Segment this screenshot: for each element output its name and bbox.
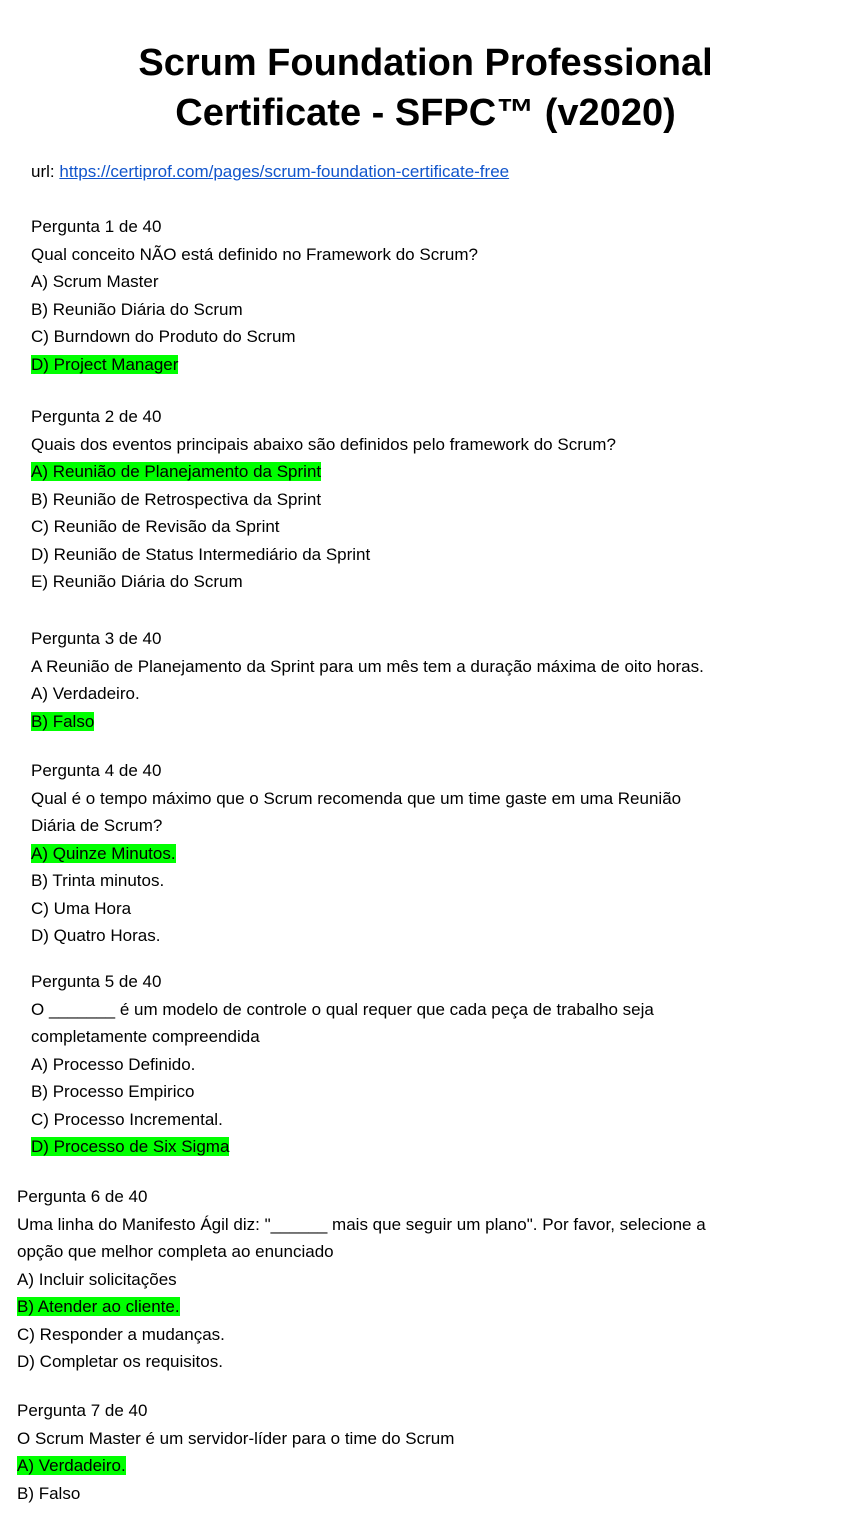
answer-option: A) Processo Definido.: [31, 1054, 196, 1074]
correct-answer-option: B) Falso: [31, 711, 95, 731]
question-text: A Reunião de Planejamento da Sprint para um mês tem a duração máxima de oito horas.: [31, 656, 704, 676]
question-3: [31, 625, 851, 735]
question-text: Uma linha do Manifesto Ágil diz: "______ mais que seguir um plano". Por favor, selecione a: [17, 1214, 706, 1234]
correct-answer-option: A) Verdadeiro.: [17, 1456, 126, 1475]
answer-option: B) Processo Empirico: [31, 1082, 195, 1101]
question-4: [31, 757, 851, 950]
question-7: [17, 1397, 837, 1507]
answer-option: B) Reunião Diária do Scrum: [31, 299, 243, 319]
question-text: Qual conceito NÃO está definido no Framework do Scrum?: [31, 244, 478, 264]
answer-option: C) Burndown do Produto do Scrum: [31, 327, 296, 346]
answer-option: B) Reunião de Retrospectiva da Sprint: [31, 489, 322, 509]
question-header: Pergunta 5 de 40: [31, 972, 162, 991]
title-line-2: Certificate - SFPC™ (v2020): [175, 92, 676, 134]
question-text-continued: completamente compreendida: [31, 1027, 260, 1046]
question-header: Pergunta 2 de 40: [31, 407, 162, 426]
url-line: [31, 160, 509, 184]
question-1: [31, 213, 851, 378]
url-label: url:: [31, 162, 55, 181]
answer-option: D) Quatro Horas.: [31, 926, 161, 945]
question-text-continued: opção que melhor completa ao enunciado: [17, 1242, 334, 1261]
correct-answer-option: D) Project Manager: [31, 354, 179, 374]
answer-option: D) Reunião de Status Intermediário da Sprint: [31, 544, 371, 564]
question-6: [17, 1183, 837, 1376]
answer-option: A) Verdadeiro.: [31, 684, 140, 703]
correct-answer-option: A) Reunião de Planejamento da Sprint: [31, 462, 322, 481]
question-header: Pergunta 6 de 40: [17, 1187, 148, 1206]
question-text-continued: Diária de Scrum?: [31, 816, 163, 835]
correct-answer-option: D) Processo de Six Sigma: [31, 1137, 230, 1156]
correct-answer-option: B) Atender ao cliente.: [17, 1297, 180, 1316]
answer-option: D) Completar os requisitos.: [17, 1352, 223, 1371]
answer-option: B) Falso: [17, 1483, 81, 1503]
title-line-1: Scrum Foundation Professional: [138, 42, 713, 84]
url-link[interactable]: https://certiprof.com/pages/scrum-foundation-certificate-free: [59, 162, 510, 181]
question-2: [31, 403, 851, 596]
answer-option: C) Responder a mudanças.: [17, 1324, 225, 1344]
question-text: O _______ é um modelo de controle o qual requer que cada peça de trabalho seja: [31, 999, 654, 1019]
question-header: Pergunta 1 de 40: [31, 217, 162, 236]
answer-option: A) Scrum Master: [31, 272, 159, 291]
question-header: Pergunta 4 de 40: [31, 761, 162, 780]
question-text: Qual é o tempo máximo que o Scrum recomenda que um time gaste em uma Reunião: [31, 788, 682, 808]
question-header: Pergunta 7 de 40: [17, 1401, 148, 1420]
answer-option: B) Trinta minutos.: [31, 871, 165, 890]
answer-option: C) Uma Hora: [31, 898, 132, 918]
question-text: O Scrum Master é um servidor-líder para o time do Scrum: [17, 1428, 455, 1448]
question-header: Pergunta 3 de 40: [31, 629, 162, 648]
answer-option: C) Processo Incremental.: [31, 1109, 223, 1129]
question-text: Quais dos eventos principais abaixo são definidos pelo framework do Scrum?: [31, 434, 616, 454]
answer-option: A) Incluir solicitações: [17, 1269, 177, 1289]
question-5: [31, 968, 851, 1161]
answer-option: E) Reunião Diária do Scrum: [31, 572, 243, 591]
document-title: [0, 38, 851, 138]
correct-answer-option: A) Quinze Minutos.: [31, 843, 176, 863]
answer-option: C) Reunião de Revisão da Sprint: [31, 517, 280, 536]
